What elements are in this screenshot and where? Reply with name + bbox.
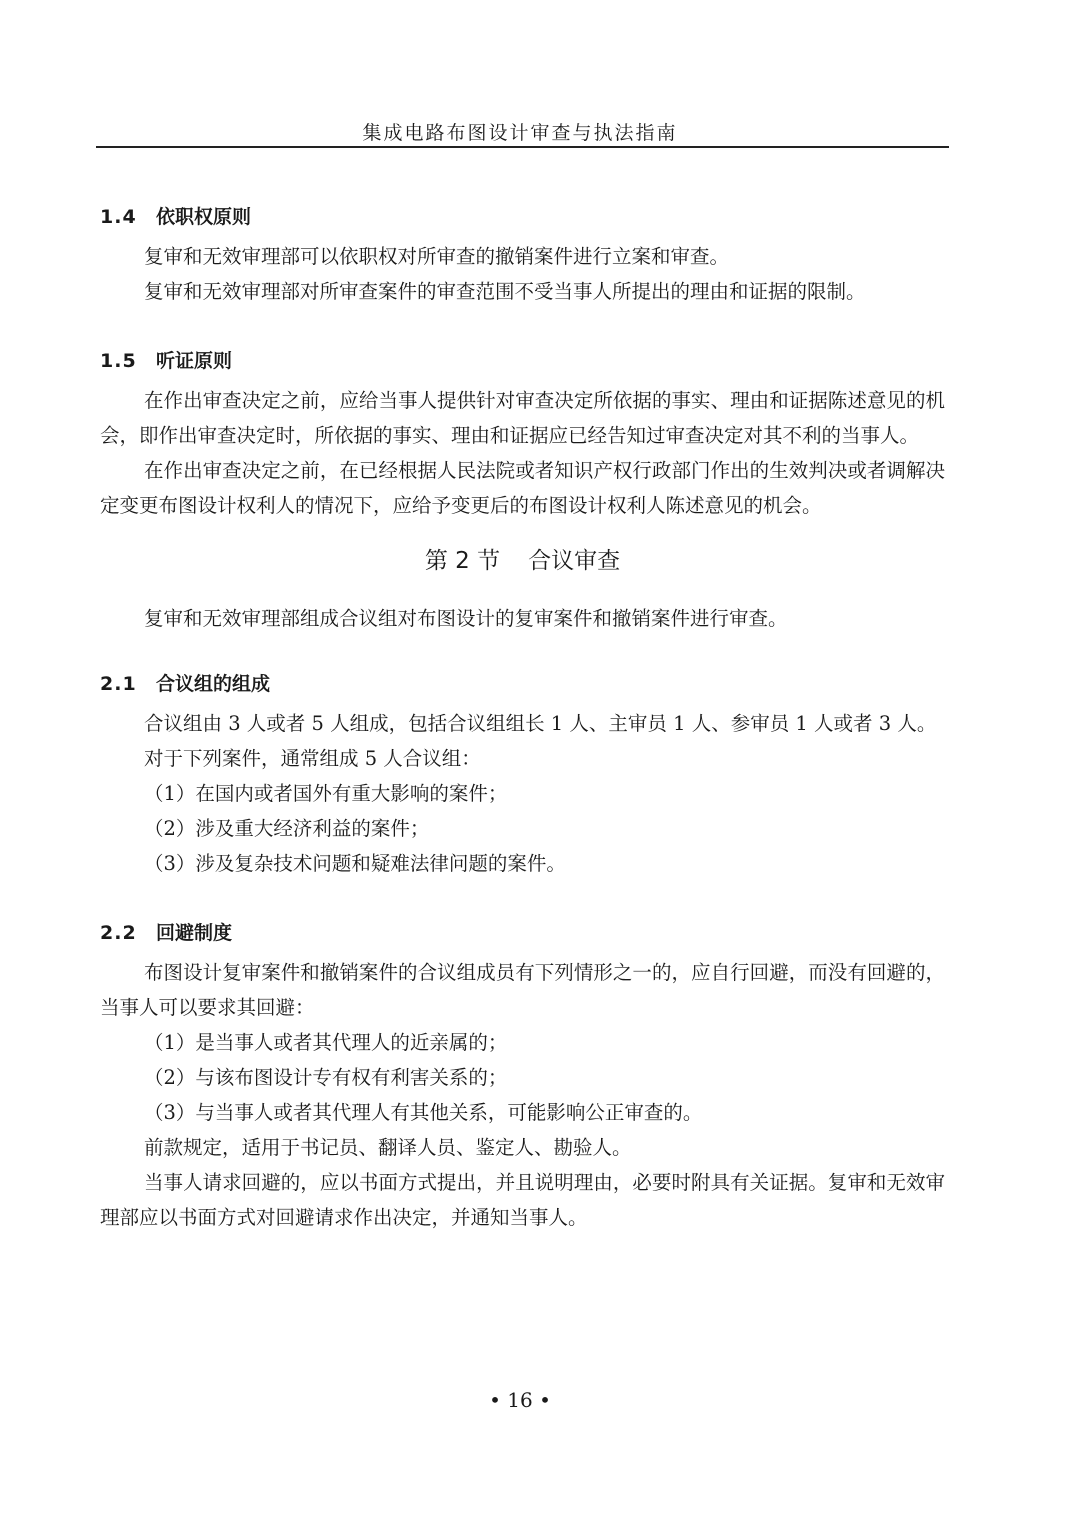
paragraph: 复审和无效审理部可以依职权对所审查的撤销案件进行立案和审查。 (144, 245, 730, 268)
page-body (100, 195, 945, 1235)
paragraph: 复审和无效审理部组成合议组对布图设计的复审案件和撤销案件进行审查。 (144, 607, 788, 630)
paragraph: 对于下列案件，通常组成 5 人合议组： (144, 747, 481, 770)
section-number: 第 2 节 (424, 548, 501, 574)
paragraph: 前款规定，适用于书记员、翻译人员、鉴定人、勘验人。 (144, 1136, 632, 1159)
list-item: （3）涉及复杂技术问题和疑难法律问题的案件。 (144, 852, 566, 875)
section-name: 合议审查 (528, 548, 621, 574)
heading-text: 回避制度 (156, 922, 233, 944)
list-item: （2）涉及重大经济利益的案件； (144, 817, 430, 840)
paragraph: 复审和无效审理部对所审查案件的审查范围不受当事人所提出的理由和证据的限制。 (144, 280, 866, 303)
page-number: • 16 • (489, 1388, 551, 1412)
heading-number: 2.1 (100, 673, 137, 695)
heading-number: 1.5 (100, 350, 137, 372)
heading-text: 合议组的组成 (156, 673, 271, 695)
section-2-title (100, 531, 945, 591)
heading-number: 1.4 (100, 206, 137, 228)
running-header-title: 集成电路布图设计审查与执法指南 (362, 122, 678, 144)
paragraph: 在作出审查决定之前，应给当事人提供针对审查决定所依据的事实、理由和证据陈述意见的机会，即作出审查决定时，所依据的事实、理由和证据应已经告知过审查决定对其不利的当事人。 (100, 389, 945, 447)
list-item: （1）在国内或者国外有重大影响的案件； (144, 782, 508, 805)
heading-2-1 (100, 662, 945, 706)
heading-2-2 (100, 911, 945, 955)
paragraph: 当事人请求回避的，应以书面方式提出，并且说明理由，必要时附具有关证据。复审和无效审理部应以书面方式对回避请求作出决定，并通知当事人。 (100, 1171, 945, 1229)
heading-text: 听证原则 (156, 350, 233, 372)
heading-text: 依职权原则 (156, 206, 252, 228)
paragraph: 布图设计复审案件和撤销案件的合议组成员有下列情形之一的，应自行回避，而没有回避的，当事人可以要求其回避： (100, 961, 945, 1019)
header-rule (96, 146, 949, 148)
heading-1-4 (100, 195, 945, 239)
list-item: （1）是当事人或者其代理人的近亲属的； (144, 1031, 508, 1054)
list-item: （2）与该布图设计专有权有利害关系的； (144, 1066, 508, 1089)
heading-number: 2.2 (100, 922, 137, 944)
list-item: （3）与当事人或者其代理人有其他关系，可能影响公正审查的。 (144, 1101, 703, 1124)
paragraph: 在作出审查决定之前，在已经根据人民法院或者知识产权行政部门作出的生效判决或者调解决定变更布图设计权利人的情况下，应给予变更后的布图设计权利人陈述意见的机会。 (100, 459, 945, 517)
paragraph: 合议组由 3 人或者 5 人组成，包括合议组组长 1 人、主审员 1 人、参审员 1 人或者 3 人。 (144, 712, 937, 735)
heading-1-5 (100, 339, 945, 383)
